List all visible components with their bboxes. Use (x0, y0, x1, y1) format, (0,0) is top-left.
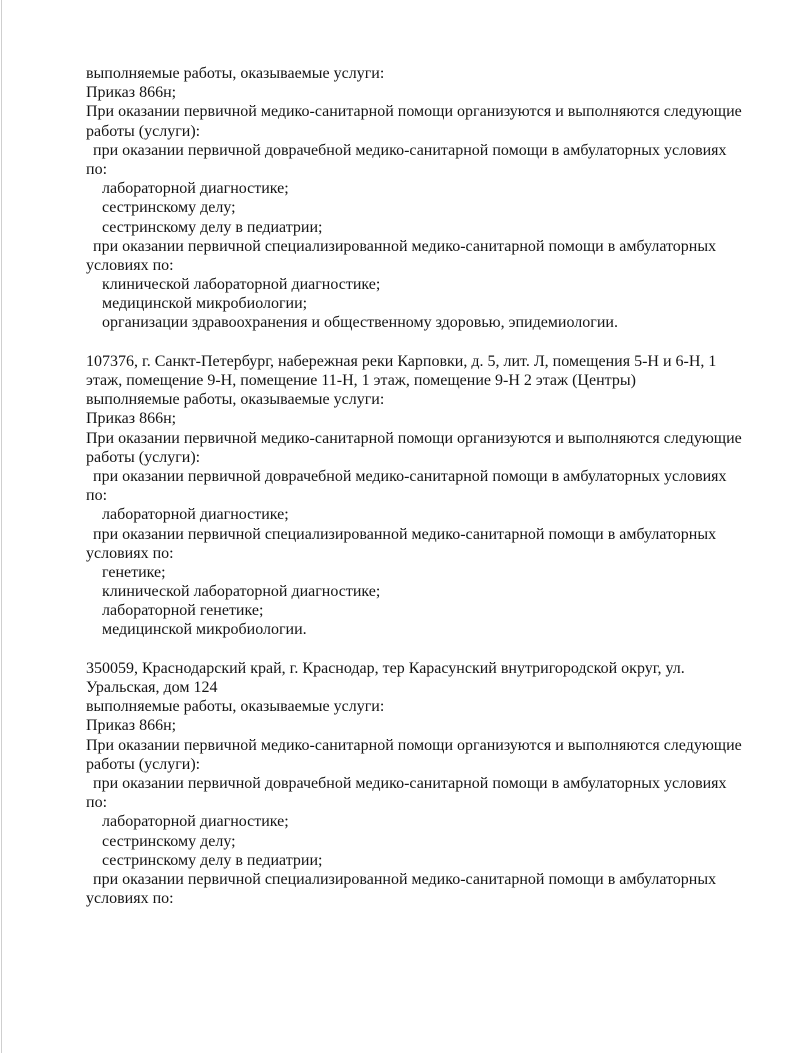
page-left-edge-rule (1, 0, 2, 1053)
text-line: при оказании первичной доврачебной медико-санитарной помощи в амбулаторных условиях (93, 774, 727, 792)
text-line: клинической лабораторной диагностике; (102, 583, 381, 601)
license-works-block-1 (86, 64, 776, 333)
text-line: выполняемые работы, оказываемые услуги: (86, 698, 385, 716)
text-line: лабораторной диагностике; (102, 180, 289, 198)
text-line: сестринскому делу в педиатрии; (102, 218, 323, 236)
text-line: При оказании первичной медико-санитарной помощи организуются и выполняются следующие (86, 736, 742, 754)
text-line: при оказании первичной доврачебной медико-санитарной помощи в амбулаторных условиях (93, 141, 727, 159)
text-line: Приказ 866н; (86, 84, 177, 102)
text-line: сестринскому делу в педиатрии; (102, 851, 323, 869)
text-line: этаж, помещение 9-Н, помещение 11-Н, 1 этаж, помещение 9-Н 2 этаж (Центры) (86, 372, 636, 389)
text-line: лабораторной генетике; (102, 602, 264, 620)
text-line: При оказании первичной медико-санитарной помощи организуются и выполняются следующие (86, 103, 742, 121)
text-line: выполняемые работы, оказываемые услуги: (86, 65, 385, 82)
text-line: Уральская, дом 124 (86, 679, 218, 696)
text-line: при оказании первичной специализированной медико-санитарной помощи в амбулаторных (93, 870, 717, 888)
license-works-block-2 (86, 352, 776, 640)
text-line: 350059, Краснодарский край, г. Краснодар, тер Карасунский внутригородской округ, ул. (86, 659, 685, 677)
text-line: условиях по: (86, 544, 174, 562)
text-line: по: (86, 794, 108, 812)
text-line: выполняемые работы, оказываемые услуги: (86, 391, 385, 409)
text-line: медицинской микробиологии; (102, 295, 308, 313)
text-line: условиях по: (86, 256, 174, 274)
text-line: сестринскому делу; (102, 199, 236, 217)
text-line: организации здравоохранения и общественному здоровью, эпидемиологии. (102, 314, 618, 332)
text-line: При оказании первичной медико-санитарной помощи организуются и выполняются следующие (86, 429, 742, 447)
text-line: работы (услуги): (86, 122, 201, 140)
text-line: при оказании первичной специализированной медико-санитарной помощи в амбулаторных (93, 525, 717, 543)
license-works-block-3 (86, 659, 776, 908)
text-line: работы (услуги): (86, 755, 201, 773)
text-line: при оказании первичной специализированной медико-санитарной помощи в амбулаторных (93, 237, 717, 255)
text-line: Приказ 866н; (86, 410, 177, 428)
text-line: сестринскому делу; (102, 832, 236, 850)
text-line: Приказ 866н; (86, 717, 177, 735)
license-works-document (86, 64, 776, 908)
text-line: клинической лабораторной диагностике; (102, 276, 381, 294)
text-line: 107376, г. Санкт-Петербург, набережная реки Карповки, д. 5, лит. Л, помещения 5-Н и 6-Н, 1 (86, 352, 717, 370)
text-line: при оказании первичной доврачебной медико-санитарной помощи в амбулаторных условиях (93, 467, 727, 485)
text-line: лабораторной диагностике; (102, 813, 289, 831)
text-line: по: (86, 160, 108, 178)
text-line: по: (86, 487, 108, 505)
text-line: условиях по: (86, 890, 174, 908)
text-line: генетике; (102, 563, 166, 581)
text-line: лабораторной диагностике; (102, 506, 289, 524)
text-line: работы (услуги): (86, 448, 201, 466)
text-line: медицинской микробиологии. (102, 621, 307, 639)
